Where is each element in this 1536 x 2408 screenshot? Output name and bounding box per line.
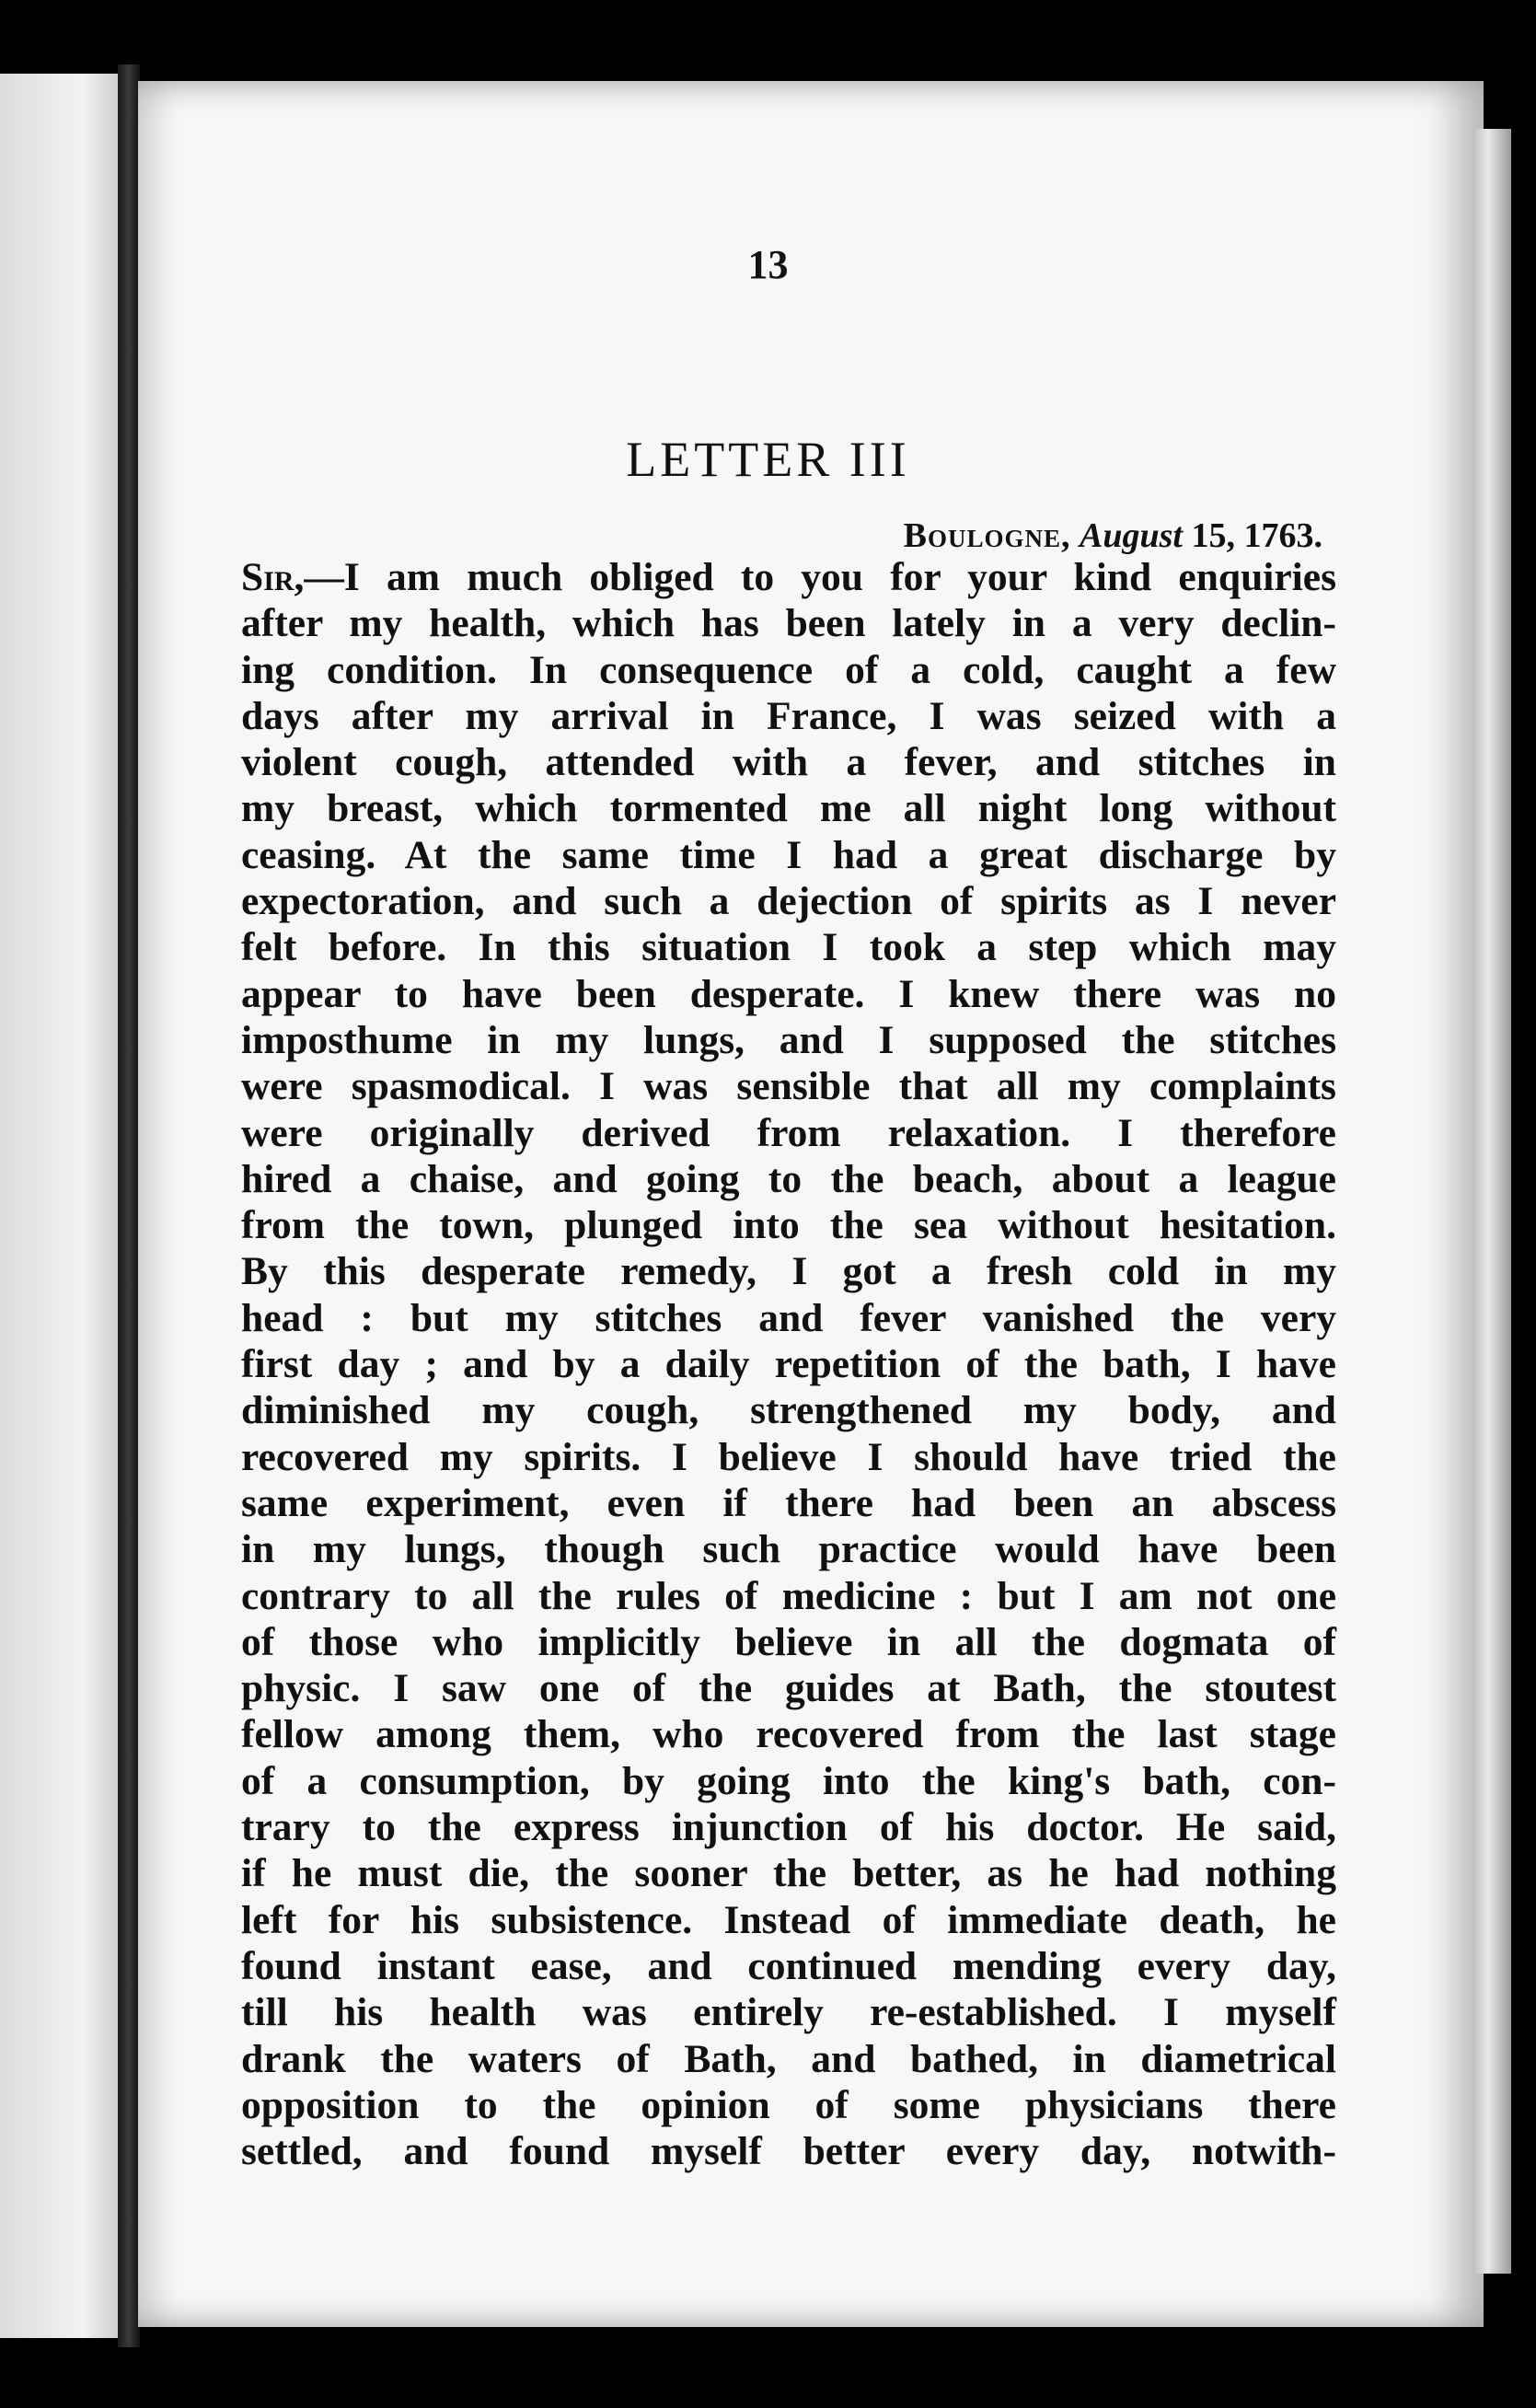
text-line: left for his subsistence. Instead of immediate death, he: [241, 1897, 1336, 1942]
text-line: head : but my stitches and fever vanished the very: [241, 1295, 1336, 1340]
text-line: drank the waters of Bath, and bathed, in diametrical: [241, 2036, 1336, 2081]
text-line: settled, and found myself better every day, notwith-: [241, 2129, 1336, 2174]
facing-page-edge: [0, 74, 118, 2338]
text-line: in my lungs, though such practice would have been: [241, 1527, 1336, 1572]
text-line: if he must die, the sooner the better, as he had nothing: [241, 1851, 1336, 1896]
text-line: my breast, which tormented me all night long without: [241, 786, 1336, 831]
text-line: contrary to all the rules of medicine : but I am not one: [241, 1573, 1336, 1618]
letter-body: [241, 554, 1336, 2174]
text-line: [241, 554, 1336, 600]
text-line: days after my arrival in France, I was seized with a: [241, 693, 1336, 738]
text-line: appear to have been desperate. I knew there was no: [241, 971, 1336, 1016]
salutation: Sir,: [241, 555, 305, 599]
text-line: of a consumption, by going into the king's bath, con-: [241, 1758, 1336, 1803]
letter-title: LETTER III: [626, 432, 910, 487]
text-line: expectoration, and such a dejection of spirits as I never: [241, 879, 1336, 924]
text-line: of those who implicitly believe in all the dogmata of: [241, 1619, 1336, 1664]
text-line: ing condition. In consequence of a cold, caught a few: [241, 647, 1336, 692]
text-line: from the town, plunged into the sea without hesitation.: [241, 1203, 1336, 1248]
text-line: recovered my spirits. I believe I should have tried the: [241, 1434, 1336, 1479]
text-line: were spasmodical. I was sensible that all my complaints: [241, 1064, 1336, 1109]
dateline-month: August: [1080, 516, 1183, 555]
dateline-place: Boulogne,: [903, 516, 1071, 555]
text-line: hired a chaise, and going to the beach, about a league: [241, 1156, 1336, 1201]
text-line: till his health was entirely re-established. I myself: [241, 1990, 1336, 2035]
text-line: ceasing. At the same time I had a great discharge by: [241, 832, 1336, 877]
text-line: trary to the express injunction of his doctor. He said,: [241, 1805, 1336, 1850]
text-line: first day ; and by a daily repetition of the bath, I have: [241, 1342, 1336, 1387]
book-gutter: [118, 64, 140, 2347]
text-line: after my health, which has been lately in a very declin-: [241, 601, 1336, 646]
text-line: same experiment, even if there had been an abscess: [241, 1480, 1336, 1525]
text-line: felt before. In this situation I took a step which may: [241, 925, 1336, 970]
text-line: found instant ease, and continued mending every day,: [241, 1943, 1336, 1988]
dateline: [904, 515, 1322, 556]
text-line: By this desperate remedy, I got a fresh cold in my: [241, 1249, 1336, 1294]
text-line: diminished my cough, strengthened my body, and: [241, 1388, 1336, 1433]
page-number: 13: [747, 242, 789, 287]
text-line: imposthume in my lungs, and I supposed the stitches: [241, 1017, 1336, 1062]
text-line: were originally derived from relaxation. I therefore: [241, 1110, 1336, 1155]
dateline-date: 15, 1763.: [1191, 516, 1322, 555]
text-line: opposition to the opinion of some physicians there: [241, 2082, 1336, 2127]
text-line-content: —I am much obliged to you for your kind enquiries: [304, 555, 1336, 599]
text-line: violent cough, attended with a fever, and stitches in: [241, 740, 1336, 785]
text-line: physic. I saw one of the guides at Bath, the stoutest: [241, 1666, 1336, 1711]
text-line: fellow among them, who recovered from the last stage: [241, 1712, 1336, 1757]
